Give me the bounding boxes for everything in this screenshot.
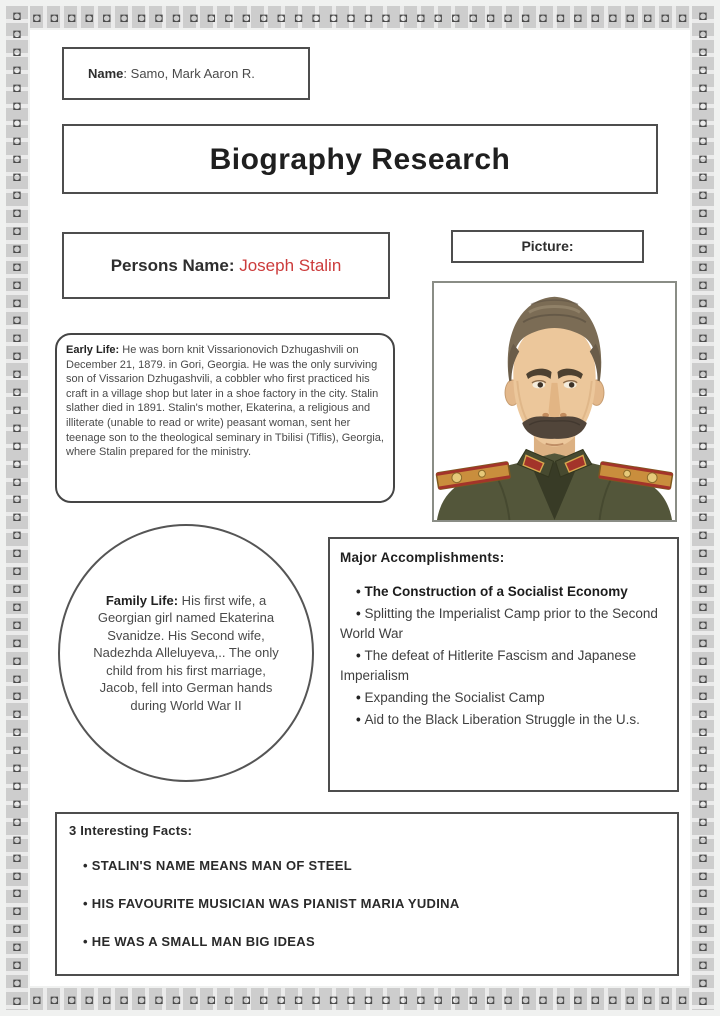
portrait-box	[432, 281, 677, 522]
lock-ornament-icon: ◘	[13, 258, 21, 274]
interesting-facts-list	[71, 858, 665, 949]
lock-ornament-icon: ◘	[539, 991, 547, 1007]
lock-ornament-icon: ◘	[67, 9, 76, 25]
lock-ornament-icon: ◘	[486, 9, 495, 25]
lock-ornament-icon: ◘	[13, 652, 21, 668]
family-life-label: Family Life:	[105, 592, 179, 608]
fact-item: • HIS FAVOURITE MUSICIAN WAS PIANIST MARIA YUDINA	[71, 896, 665, 911]
lock-ornament-icon: ◘	[13, 992, 21, 1008]
lock-ornament-icon: ◘	[13, 455, 21, 471]
accomplishment-item: • Splitting the Imperialist Camp prior to the Second World War	[340, 604, 667, 644]
lock-ornament-icon: ◘	[699, 61, 707, 77]
lock-ornament-icon: ◘	[416, 9, 425, 25]
lock-ornament-icon: ◘	[699, 312, 707, 328]
lock-ornament-icon: ◘	[13, 813, 21, 829]
lock-ornament-icon: ◘	[13, 401, 21, 417]
lock-ornament-icon: ◘	[699, 43, 707, 59]
lock-ornament-icon: ◘	[451, 991, 460, 1007]
lock-ornament-icon: ◘	[347, 991, 356, 1007]
lock-ornament-icon: ◘	[699, 115, 707, 131]
lock-ornament-icon: ◘	[13, 366, 21, 382]
interesting-facts-box	[55, 812, 679, 976]
lock-ornament-icon: ◘	[699, 563, 707, 579]
student-name-box	[62, 47, 310, 100]
major-accomplishments-label: Major Accomplishments:	[340, 550, 505, 565]
lock-ornament-icon: ◘	[13, 563, 21, 579]
lock-ornament-icon: ◘	[13, 437, 21, 453]
lock-ornament-icon: ◘	[699, 652, 707, 668]
lock-ornament-icon: ◘	[699, 903, 707, 919]
lock-ornament-icon: ◘	[434, 991, 443, 1007]
lock-ornament-icon: ◘	[382, 991, 390, 1007]
lock-ornament-icon: ◘	[13, 598, 21, 614]
lock-ornament-icon: ◘	[102, 991, 111, 1007]
lock-ornament-icon: ◘	[699, 79, 707, 95]
major-accomplishments-box	[328, 537, 679, 792]
lock-ornament-icon: ◘	[382, 9, 390, 25]
lock-ornament-icon: ◘	[13, 885, 21, 901]
student-name-value: : Samo, Mark Aaron R.	[123, 66, 255, 81]
lock-ornament-icon: ◘	[120, 991, 129, 1007]
lock-ornament-icon: ◘	[469, 9, 478, 25]
lock-ornament-icon: ◘	[574, 991, 582, 1007]
lock-ornament-icon: ◘	[13, 939, 21, 955]
accomplishment-item: • The defeat of Hitlerite Fascism and Japanese Imperialism	[340, 646, 667, 686]
student-name-label: Name	[88, 66, 124, 81]
lock-ornament-icon: ◘	[13, 724, 21, 740]
picture-label: Picture:	[521, 238, 574, 254]
lock-ornament-icon: ◘	[699, 527, 707, 543]
lock-ornament-icon: ◘	[699, 509, 707, 525]
lock-ornament-icon: ◘	[699, 939, 707, 955]
lock-ornament-icon: ◘	[699, 276, 707, 292]
lock-ornament-icon: ◘	[504, 991, 513, 1007]
lock-ornament-icon: ◘	[85, 9, 94, 25]
lock-ornament-icon: ◘	[13, 133, 21, 149]
lock-ornament-icon: ◘	[277, 991, 286, 1007]
lock-ornament-icon: ◘	[699, 706, 707, 722]
lock-ornament-icon: ◘	[13, 706, 21, 722]
lock-ornament-icon: ◘	[699, 151, 707, 167]
lock-ornament-icon: ◘	[259, 991, 268, 1007]
lock-ornament-icon: ◘	[699, 25, 707, 41]
lock-ornament-icon: ◘	[699, 724, 707, 740]
lock-ornament-icon: ◘	[172, 9, 181, 25]
border-ornament-top	[30, 6, 690, 28]
interesting-facts-label: 3 Interesting Facts:	[69, 823, 193, 838]
lock-ornament-icon: ◘	[13, 61, 21, 77]
lock-ornament-icon: ◘	[224, 9, 233, 25]
lock-ornament-icon: ◘	[13, 921, 21, 937]
lock-ornament-icon: ◘	[13, 634, 21, 650]
lock-ornament-icon: ◘	[13, 312, 21, 328]
lock-ornament-icon: ◘	[699, 921, 707, 937]
lock-ornament-icon: ◘	[504, 9, 513, 25]
lock-ornament-icon: ◘	[626, 991, 635, 1007]
lock-ornament-icon: ◘	[699, 330, 707, 346]
lock-ornament-icon: ◘	[678, 991, 687, 1007]
lock-ornament-icon: ◘	[277, 9, 286, 25]
lock-ornament-icon: ◘	[699, 133, 707, 149]
lock-ornament-icon: ◘	[13, 79, 21, 95]
accomplishment-item: • Aid to the Black Liberation Struggle in the U.s.	[340, 710, 667, 730]
lock-ornament-icon: ◘	[13, 974, 21, 990]
lock-ornament-icon: ◘	[699, 240, 707, 256]
lock-ornament-icon: ◘	[347, 9, 356, 25]
lock-ornament-icon: ◘	[207, 991, 216, 1007]
lock-ornament-icon: ◘	[190, 991, 198, 1007]
lock-ornament-icon: ◘	[120, 9, 129, 25]
lock-ornament-icon: ◘	[699, 545, 707, 561]
early-life-box	[55, 333, 395, 503]
lock-ornament-icon: ◘	[699, 777, 707, 793]
lock-ornament-icon: ◘	[13, 545, 21, 561]
lock-ornament-icon: ◘	[13, 348, 21, 364]
page-title: Biography Research	[209, 143, 511, 176]
lock-ornament-icon: ◘	[574, 9, 582, 25]
lock-ornament-icon: ◘	[699, 258, 707, 274]
lock-ornament-icon: ◘	[224, 991, 233, 1007]
lock-ornament-icon: ◘	[451, 9, 460, 25]
lock-ornament-icon: ◘	[137, 9, 146, 25]
lock-ornament-icon: ◘	[416, 991, 425, 1007]
border-ornament-bottom	[30, 988, 690, 1010]
lock-ornament-icon: ◘	[699, 348, 707, 364]
lock-ornament-icon: ◘	[13, 169, 21, 185]
lock-ornament-icon: ◘	[13, 473, 21, 489]
lock-ornament-icon: ◘	[699, 401, 707, 417]
lock-ornament-icon: ◘	[699, 742, 707, 758]
lock-ornament-icon: ◘	[13, 670, 21, 686]
lock-ornament-icon: ◘	[699, 455, 707, 471]
lock-ornament-icon: ◘	[591, 9, 600, 25]
lock-ornament-icon: ◘	[13, 330, 21, 346]
lock-ornament-icon: ◘	[591, 991, 600, 1007]
lock-ornament-icon: ◘	[643, 9, 652, 25]
lock-ornament-icon: ◘	[13, 240, 21, 256]
lock-ornament-icon: ◘	[13, 581, 21, 596]
lock-ornament-icon: ◘	[329, 991, 338, 1007]
lock-ornament-icon: ◘	[172, 991, 181, 1007]
lock-ornament-icon: ◘	[50, 9, 59, 25]
lock-ornament-icon: ◘	[13, 957, 21, 973]
lock-ornament-icon: ◘	[13, 867, 21, 883]
lock-ornament-icon: ◘	[364, 9, 373, 25]
lock-ornament-icon: ◘	[699, 634, 707, 650]
lock-ornament-icon: ◘	[434, 9, 443, 25]
lock-ornament-icon: ◘	[364, 991, 373, 1007]
lock-ornament-icon: ◘	[608, 991, 617, 1007]
lock-ornament-icon: ◘	[13, 384, 21, 400]
lock-ornament-icon: ◘	[539, 9, 547, 25]
picture-label-box	[451, 230, 644, 263]
lock-ornament-icon: ◘	[699, 187, 707, 203]
lock-ornament-icon: ◘	[329, 9, 338, 25]
lock-ornament-icon: ◘	[699, 867, 707, 883]
lock-ornament-icon: ◘	[13, 187, 21, 203]
lock-ornament-icon: ◘	[13, 527, 21, 543]
lock-ornament-icon: ◘	[190, 9, 198, 25]
lock-ornament-icon: ◘	[469, 991, 478, 1007]
lock-ornament-icon: ◘	[13, 777, 21, 793]
lock-ornament-icon: ◘	[13, 8, 21, 23]
family-life-text: His first wife, a Georgian girl named Ekaterina Svanidze. His Second wife, Nadezhda Alleluyeva,.. The only child from his first marriage, Jacob, fell into German hands during World War II	[93, 592, 279, 713]
early-life-text: He was born knit Vissarionovich Dzhugashvili on December 21, 1879. in Gori, Georgia. He was the only surviving son of Vissarion Dzhugashvili, a cobbler who first practiced his craft in a village shop but later in a shoe factory in the city. Stalin slather died in 1891. Stalin's mother, Ekaterina, a religious and illiterate (unable to read or write) peasant woman, sent her teenage son to the theological seminary in Tbilisi (Tiflis), Georgia, where Stalin prepared for the ministry.	[66, 344, 384, 459]
lock-ornament-icon: ◘	[242, 991, 251, 1007]
lock-ornament-icon: ◘	[13, 903, 21, 919]
lock-ornament-icon: ◘	[13, 795, 21, 811]
lock-ornament-icon: ◘	[699, 294, 707, 310]
lock-ornament-icon: ◘	[678, 9, 687, 25]
lock-ornament-icon: ◘	[312, 9, 321, 25]
lock-ornament-icon: ◘	[312, 991, 321, 1007]
lock-ornament-icon: ◘	[699, 992, 707, 1008]
lock-ornament-icon: ◘	[13, 43, 21, 59]
lock-ornament-icon: ◘	[699, 491, 707, 507]
lock-ornament-icon: ◘	[13, 688, 21, 704]
lock-ornament-icon: ◘	[661, 9, 670, 25]
lock-ornament-icon: ◘	[556, 991, 565, 1007]
lock-ornament-icon: ◘	[661, 991, 670, 1007]
lock-ornament-icon: ◘	[608, 9, 617, 25]
lock-ornament-icon: ◘	[699, 957, 707, 973]
lock-ornament-icon: ◘	[699, 670, 707, 686]
lock-ornament-icon: ◘	[137, 991, 146, 1007]
lock-ornament-icon: ◘	[699, 384, 707, 400]
lock-ornament-icon: ◘	[699, 437, 707, 453]
lock-ornament-icon: ◘	[699, 688, 707, 704]
lock-ornament-icon: ◘	[521, 991, 530, 1007]
lock-ornament-icon: ◘	[33, 9, 41, 25]
lock-ornament-icon: ◘	[13, 294, 21, 310]
lock-ornament-icon: ◘	[699, 795, 707, 811]
person-name-box	[62, 232, 390, 299]
lock-ornament-icon: ◘	[13, 204, 21, 220]
lock-ornament-icon: ◘	[13, 616, 21, 632]
lock-ornament-icon: ◘	[85, 991, 94, 1007]
lock-ornament-icon: ◘	[699, 366, 707, 382]
lock-ornament-icon: ◘	[699, 204, 707, 220]
lock-ornament-icon: ◘	[699, 974, 707, 990]
lock-ornament-icon: ◘	[556, 9, 565, 25]
lock-ornament-icon: ◘	[699, 831, 707, 847]
lock-ornament-icon: ◘	[699, 473, 707, 489]
family-life-circle	[58, 524, 314, 782]
lock-ornament-icon: ◘	[294, 991, 303, 1007]
lock-ornament-icon: ◘	[50, 991, 59, 1007]
lock-ornament-icon: ◘	[486, 991, 495, 1007]
lock-ornament-icon: ◘	[13, 115, 21, 131]
lock-ornament-icon: ◘	[259, 9, 268, 25]
lock-ornament-icon: ◘	[13, 742, 21, 758]
border-ornament-left	[6, 6, 28, 1010]
lock-ornament-icon: ◘	[13, 276, 21, 292]
border-ornament-right	[692, 6, 714, 1010]
lock-ornament-icon: ◘	[699, 598, 707, 614]
lock-ornament-icon: ◘	[699, 8, 707, 23]
fact-item: • HE WAS A SMALL MAN BIG IDEAS	[71, 934, 665, 949]
lock-ornament-icon: ◘	[13, 222, 21, 238]
fact-item: • STALIN'S NAME MEANS MAN OF STEEL	[71, 858, 665, 873]
lock-ornament-icon: ◘	[699, 222, 707, 238]
accomplishment-item: • Expanding the Socialist Camp	[340, 688, 667, 708]
lock-ornament-icon: ◘	[33, 991, 41, 1007]
lock-ornament-icon: ◘	[67, 991, 76, 1007]
person-name-value: Joseph Stalin	[239, 256, 342, 275]
lock-ornament-icon: ◘	[13, 831, 21, 847]
lock-ornament-icon: ◘	[699, 97, 707, 113]
major-accomplishments-list	[340, 582, 667, 730]
lock-ornament-icon: ◘	[699, 419, 707, 435]
lock-ornament-icon: ◘	[699, 849, 707, 865]
lock-ornament-icon: ◘	[699, 760, 707, 776]
accomplishment-item: • The Construction of a Socialist Economy	[340, 582, 667, 602]
lock-ornament-icon: ◘	[102, 9, 111, 25]
lock-ornament-icon: ◘	[13, 491, 21, 507]
stalin-portrait	[434, 283, 675, 520]
lock-ornament-icon: ◘	[399, 991, 408, 1007]
lock-ornament-icon: ◘	[699, 616, 707, 632]
lock-ornament-icon: ◘	[521, 9, 530, 25]
lock-ornament-icon: ◘	[155, 991, 164, 1007]
lock-ornament-icon: ◘	[294, 9, 303, 25]
early-life-label: Early Life:	[66, 344, 120, 356]
title-box	[62, 124, 658, 194]
lock-ornament-icon: ◘	[13, 509, 21, 525]
lock-ornament-icon: ◘	[155, 9, 164, 25]
lock-ornament-icon: ◘	[626, 9, 635, 25]
lock-ornament-icon: ◘	[699, 813, 707, 829]
lock-ornament-icon: ◘	[13, 419, 21, 435]
lock-ornament-icon: ◘	[13, 849, 21, 865]
lock-ornament-icon: ◘	[643, 991, 652, 1007]
lock-ornament-icon: ◘	[699, 885, 707, 901]
lock-ornament-icon: ◘	[13, 760, 21, 776]
lock-ornament-icon: ◘	[699, 169, 707, 185]
lock-ornament-icon: ◘	[13, 97, 21, 113]
person-name-label: Persons Name:	[110, 256, 235, 275]
lock-ornament-icon: ◘	[13, 25, 21, 41]
lock-ornament-icon: ◘	[13, 151, 21, 167]
lock-ornament-icon: ◘	[399, 9, 408, 25]
lock-ornament-icon: ◘	[242, 9, 251, 25]
lock-ornament-icon: ◘	[207, 9, 216, 25]
lock-ornament-icon: ◘	[699, 581, 707, 596]
